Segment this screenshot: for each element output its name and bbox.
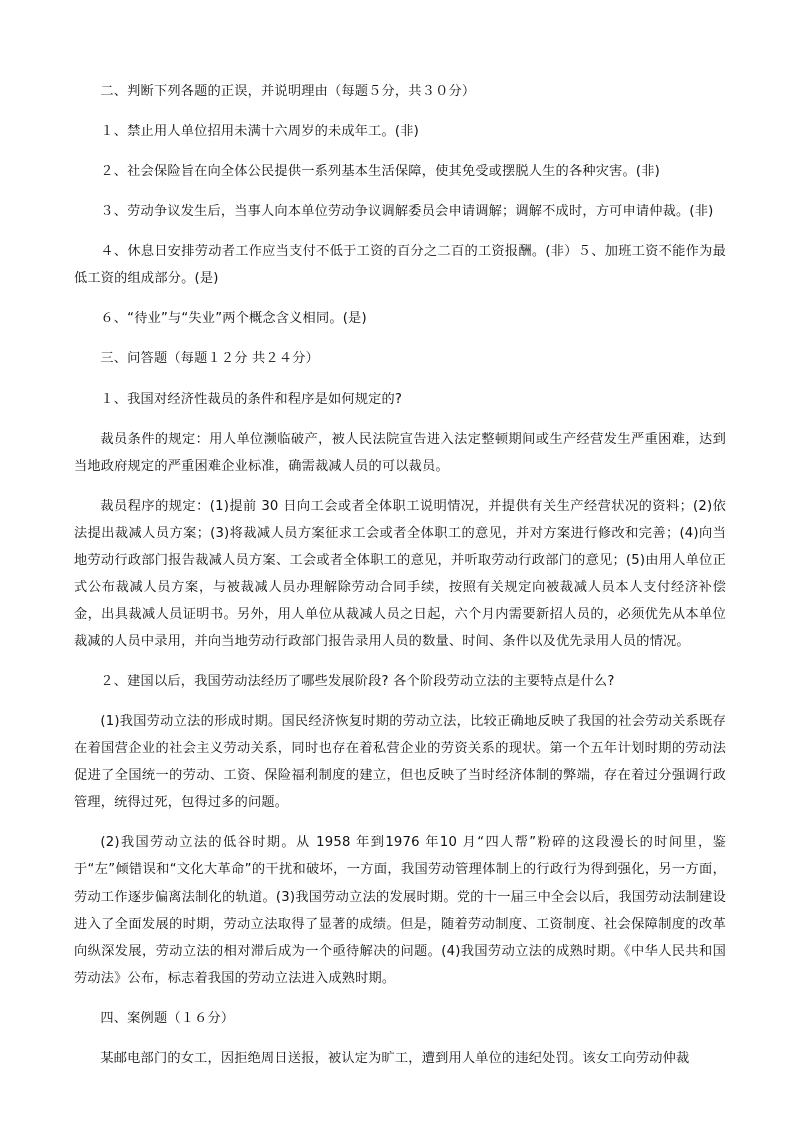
judgement-item-2: ２、社会保险旨在向全体公民提供一系列基本生活保障，使其免受或摆脱人生的各种灾害。(非) (100, 164, 660, 180)
judgement-item-3: ３、劳动争议发生后，当事人向本单位劳动争议调解委员会申请调解；调解不成时，方可申请仲裁。(非) (100, 204, 714, 220)
section-heading-case-study: 四、案例题（１６分） (100, 1010, 235, 1026)
judgement-item-4: ４、休息日安排劳动者工作应当支付不低于工资的百分之二百的工资报酬。(非）５、加班工资不能作为最低工资的组成部分。(是) (74, 244, 726, 287)
question-item-1: １、我国对经济性裁员的条件和程序是如何规定的? (100, 391, 403, 407)
case-study-text: 某邮电部门的女工，因拒绝周日送报，被认定为旷工，遭到用人单位的违纪处罚。该女工向劳动仲裁 (100, 1050, 690, 1066)
judgement-item-6: ６、“待业”与“失业”两个概念含义相同。(是) (100, 311, 367, 327)
answer-1-procedures: 裁员程序的规定：(1)提前 30 日向工会或者全体职工说明情况，并提供有关生产经营状况的资料；(2)依法提出裁减人员方案；(3)将裁减人员方案征求工会或者全体职工的意见，并对方案进行修改和完善；(4)向当地劳动行政部门报告裁减人员方案、工会或者全体职工的意见，并听取劳动行政部门的意见；(5)由用人单位正式公布裁减人员方案，与被裁减人员办理解除劳动合同手续，按照有关规定向被裁减人员本人支付经济补偿金，出具裁减人员证明书。另外，用人单位从裁减人员之日起，六个月内需要新招人员的，必须优先从本单位裁减的人员中录用，并向当地劳动行政部门报告录用人员的数量、时间、条件以及优先录用人员的情况。 (74, 498, 726, 649)
section-heading-judgement: 二、判断下列各题的正误，并说明理由（每题５分，共３０分） (100, 84, 476, 99)
answer-2-stage-1: (1)我国劳动立法的形成时期。国民经济恢复时期的劳动立法，比较正确地反映了我国的社会劳动关系既存在着国营企业的社会主义劳动关系，同时也存在着私营企业的劳资关系的现状。第一个五年计划时期的劳动法促进了全国统一的劳动、工资、保险福利制度的建立，但也反映了当时经济体制的弊端，存在着过分强调行政管理，统得过死，包得过多的问题。 (74, 714, 726, 811)
answer-2-stage-2: (2)我国劳动立法的低谷时期。从 1958 年到1976 年10 月“四人帮”粉碎的这段漫长的时间里，鉴于“左”倾错误和“文化大革命”的干扰和破坏，一方面，我国劳动管理体制上的行政行为得到强化，另一方面，劳动工作逐步偏离法制化的轨道。(3)我国劳动立法的发展时期。党的十一届三中全会以后，我国劳动法制建设进入了全面发展的时期，劳动立法取得了显著的成绩。但是，随着劳动制度、工资制度、社会保障制度的改革向纵深发展，劳动立法的相对滞后成为一个亟待解决的问题。(4)我国劳动立法的成熟时期。《中华人民共和国劳动法》公布，标志着我国的劳动立法进入成熟时期。 (74, 835, 726, 986)
section-heading-questions: 三、问答题（每题１２分 共２４分） (100, 351, 319, 367)
question-item-2: ２、建国以后，我国劳动法经历了哪些发展阶段? 各个阶段劳动立法的主要特点是什么? (100, 674, 615, 690)
judgement-item-1: １、禁止用人单位招用未满十六周岁的未成年工。(非) (100, 124, 419, 140)
answer-1-conditions: 裁员条件的规定：用人单位濒临破产，被人民法院宣告进入法定整顿期间或生产经营发生严重困难，达到当地政府规定的严重困难企业标准，确需裁减人员的可以裁员。 (74, 431, 726, 474)
